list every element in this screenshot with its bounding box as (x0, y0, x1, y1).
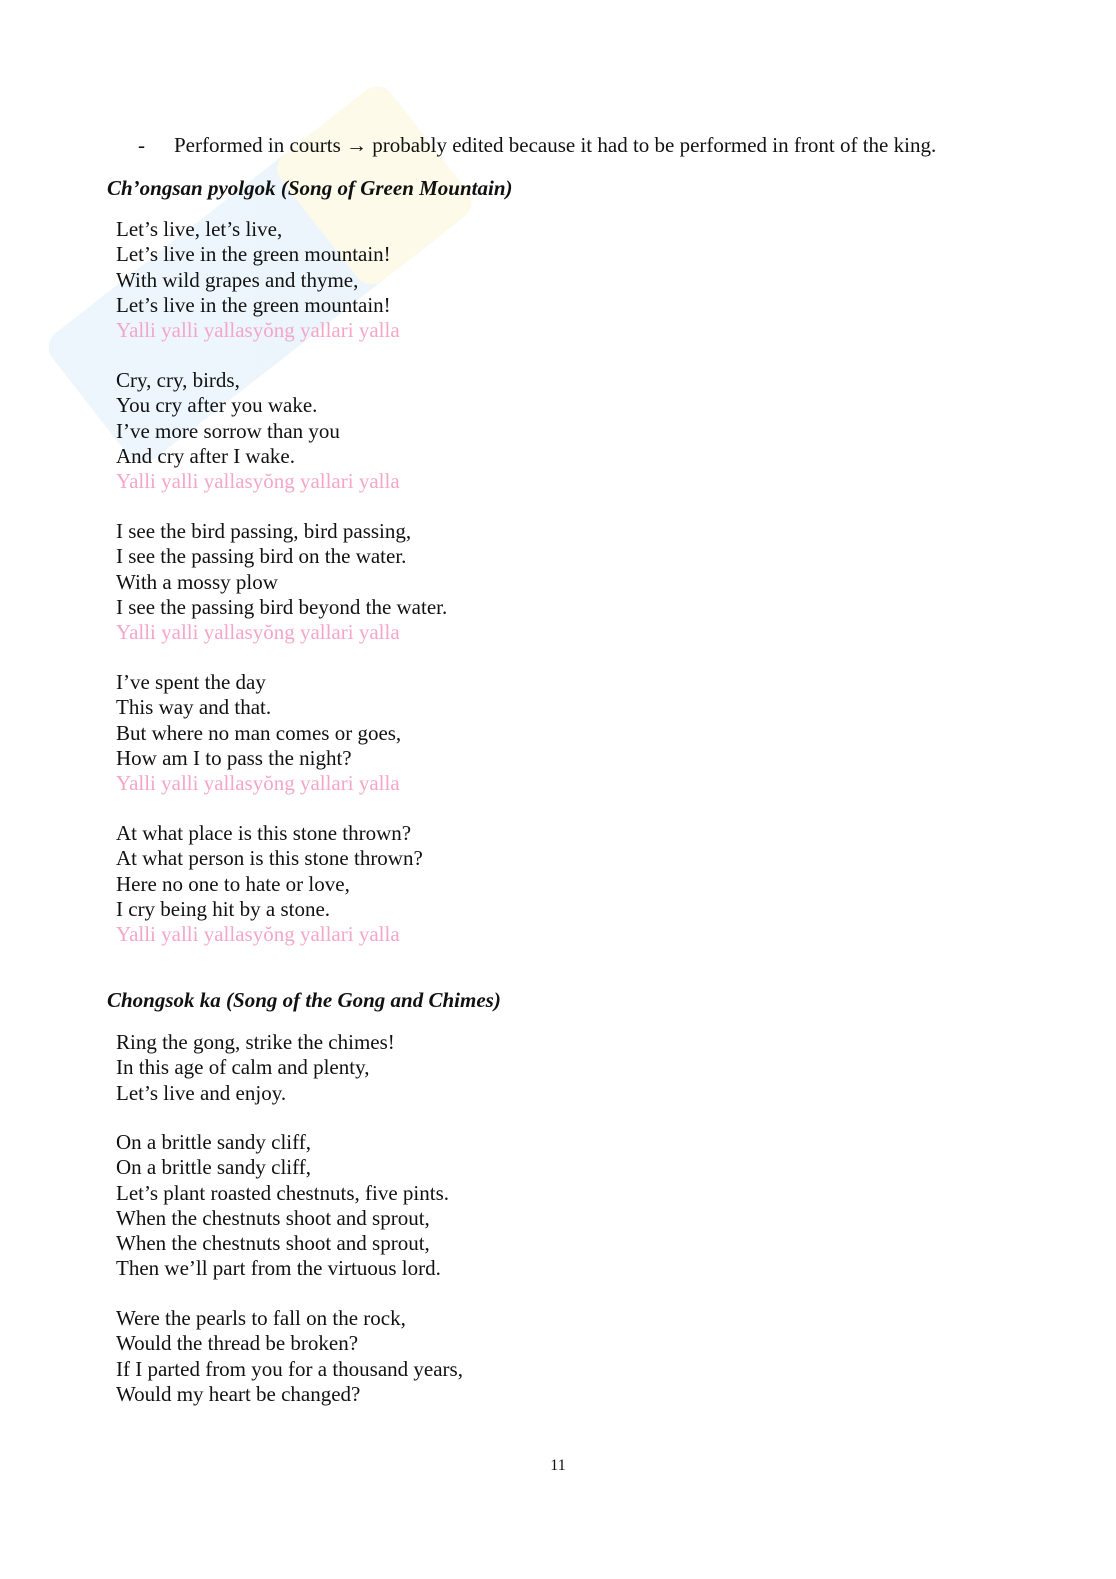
poem-line: But where no man comes or goes, (116, 720, 402, 745)
stanza (116, 1030, 395, 1106)
poem-line: I see the passing bird beyond the water. (116, 594, 448, 619)
poem-line: When the chestnuts shoot and sprout, (116, 1205, 430, 1230)
refrain-line: Yalli yalli yallasyŏng yallari yalla (116, 318, 400, 343)
bullet-dash: - (138, 133, 145, 157)
page-number: 11 (550, 1457, 566, 1474)
stanza (116, 821, 423, 947)
poem-line: With wild grapes and thyme, (116, 267, 359, 292)
refrain-line: Yalli yalli yallasyŏng yallari yalla (116, 922, 400, 947)
poem-line: I see the bird passing, bird passing, (116, 519, 412, 543)
refrain-line: Yalli yalli yallasyŏng yallari yalla (116, 771, 400, 796)
poem-line: When the chestnuts shoot and sprout, (116, 1231, 430, 1256)
poem-line: Were the pearls to fall on the rock, (116, 1306, 406, 1330)
poem-line: Let’s live and enjoy. (116, 1080, 287, 1105)
poem-line: How am I to pass the night? (116, 745, 352, 770)
poem-line: On a brittle sandy cliff, (116, 1130, 311, 1154)
stanza (116, 217, 400, 343)
poem-line: I cry being hit by a stone. (116, 896, 331, 921)
bullet-text: Performed in courts → probably edited because it had to be performed in front of the king. (174, 133, 937, 157)
poem-line: This way and that. (116, 695, 272, 720)
poem-line: Let’s live in the green mountain! (116, 242, 391, 267)
refrain-line: Yalli yalli yallasyŏng yallari yalla (116, 469, 400, 494)
stanza (116, 519, 447, 645)
poem-line: Let’s live in the green mountain! (116, 292, 391, 317)
poem-line: Ring the gong, strike the chimes! (116, 1030, 395, 1054)
poem-line: At what place is this stone thrown? (116, 821, 412, 845)
bullet-item (138, 131, 936, 159)
poem-line: Let’s live, let’s live, (116, 217, 283, 241)
refrain-line: Yalli yalli yallasyŏng yallari yalla (116, 620, 400, 645)
poem-line: I’ve spent the day (116, 670, 266, 694)
stanza (116, 368, 400, 494)
poem-line: Cry, cry, birds, (116, 368, 240, 392)
stanza (116, 1130, 449, 1282)
poem-line: I see the passing bird on the water. (116, 544, 407, 569)
poem-line: In this age of calm and plenty, (116, 1055, 370, 1080)
poem-line: At what person is this stone thrown? (116, 846, 423, 871)
poem-line: And cry after I wake. (116, 443, 295, 468)
stanza (116, 1306, 463, 1407)
section-title-green-mountain: Ch’ongsan pyolgok (Song of Green Mountain) (107, 176, 513, 200)
poem-line: With a mossy plow (116, 569, 278, 594)
poem-line: Would my heart be changed? (116, 1381, 361, 1406)
poem-line: Here no one to hate or love, (116, 871, 350, 896)
poem-line: On a brittle sandy cliff, (116, 1155, 311, 1180)
poem-line: Let’s plant roasted chestnuts, five pints. (116, 1180, 450, 1205)
poem-line: Then we’ll part from the virtuous lord. (116, 1256, 441, 1281)
stanza (116, 670, 401, 796)
poem-line: You cry after you wake. (116, 393, 318, 418)
poem-line: Would the thread be broken? (116, 1331, 359, 1356)
poem-line: I’ve more sorrow than you (116, 418, 340, 443)
section-title-gong-and-chimes: Chongsok ka (Song of the Gong and Chimes) (107, 988, 501, 1012)
poem-line: If I parted from you for a thousand years, (116, 1356, 463, 1381)
